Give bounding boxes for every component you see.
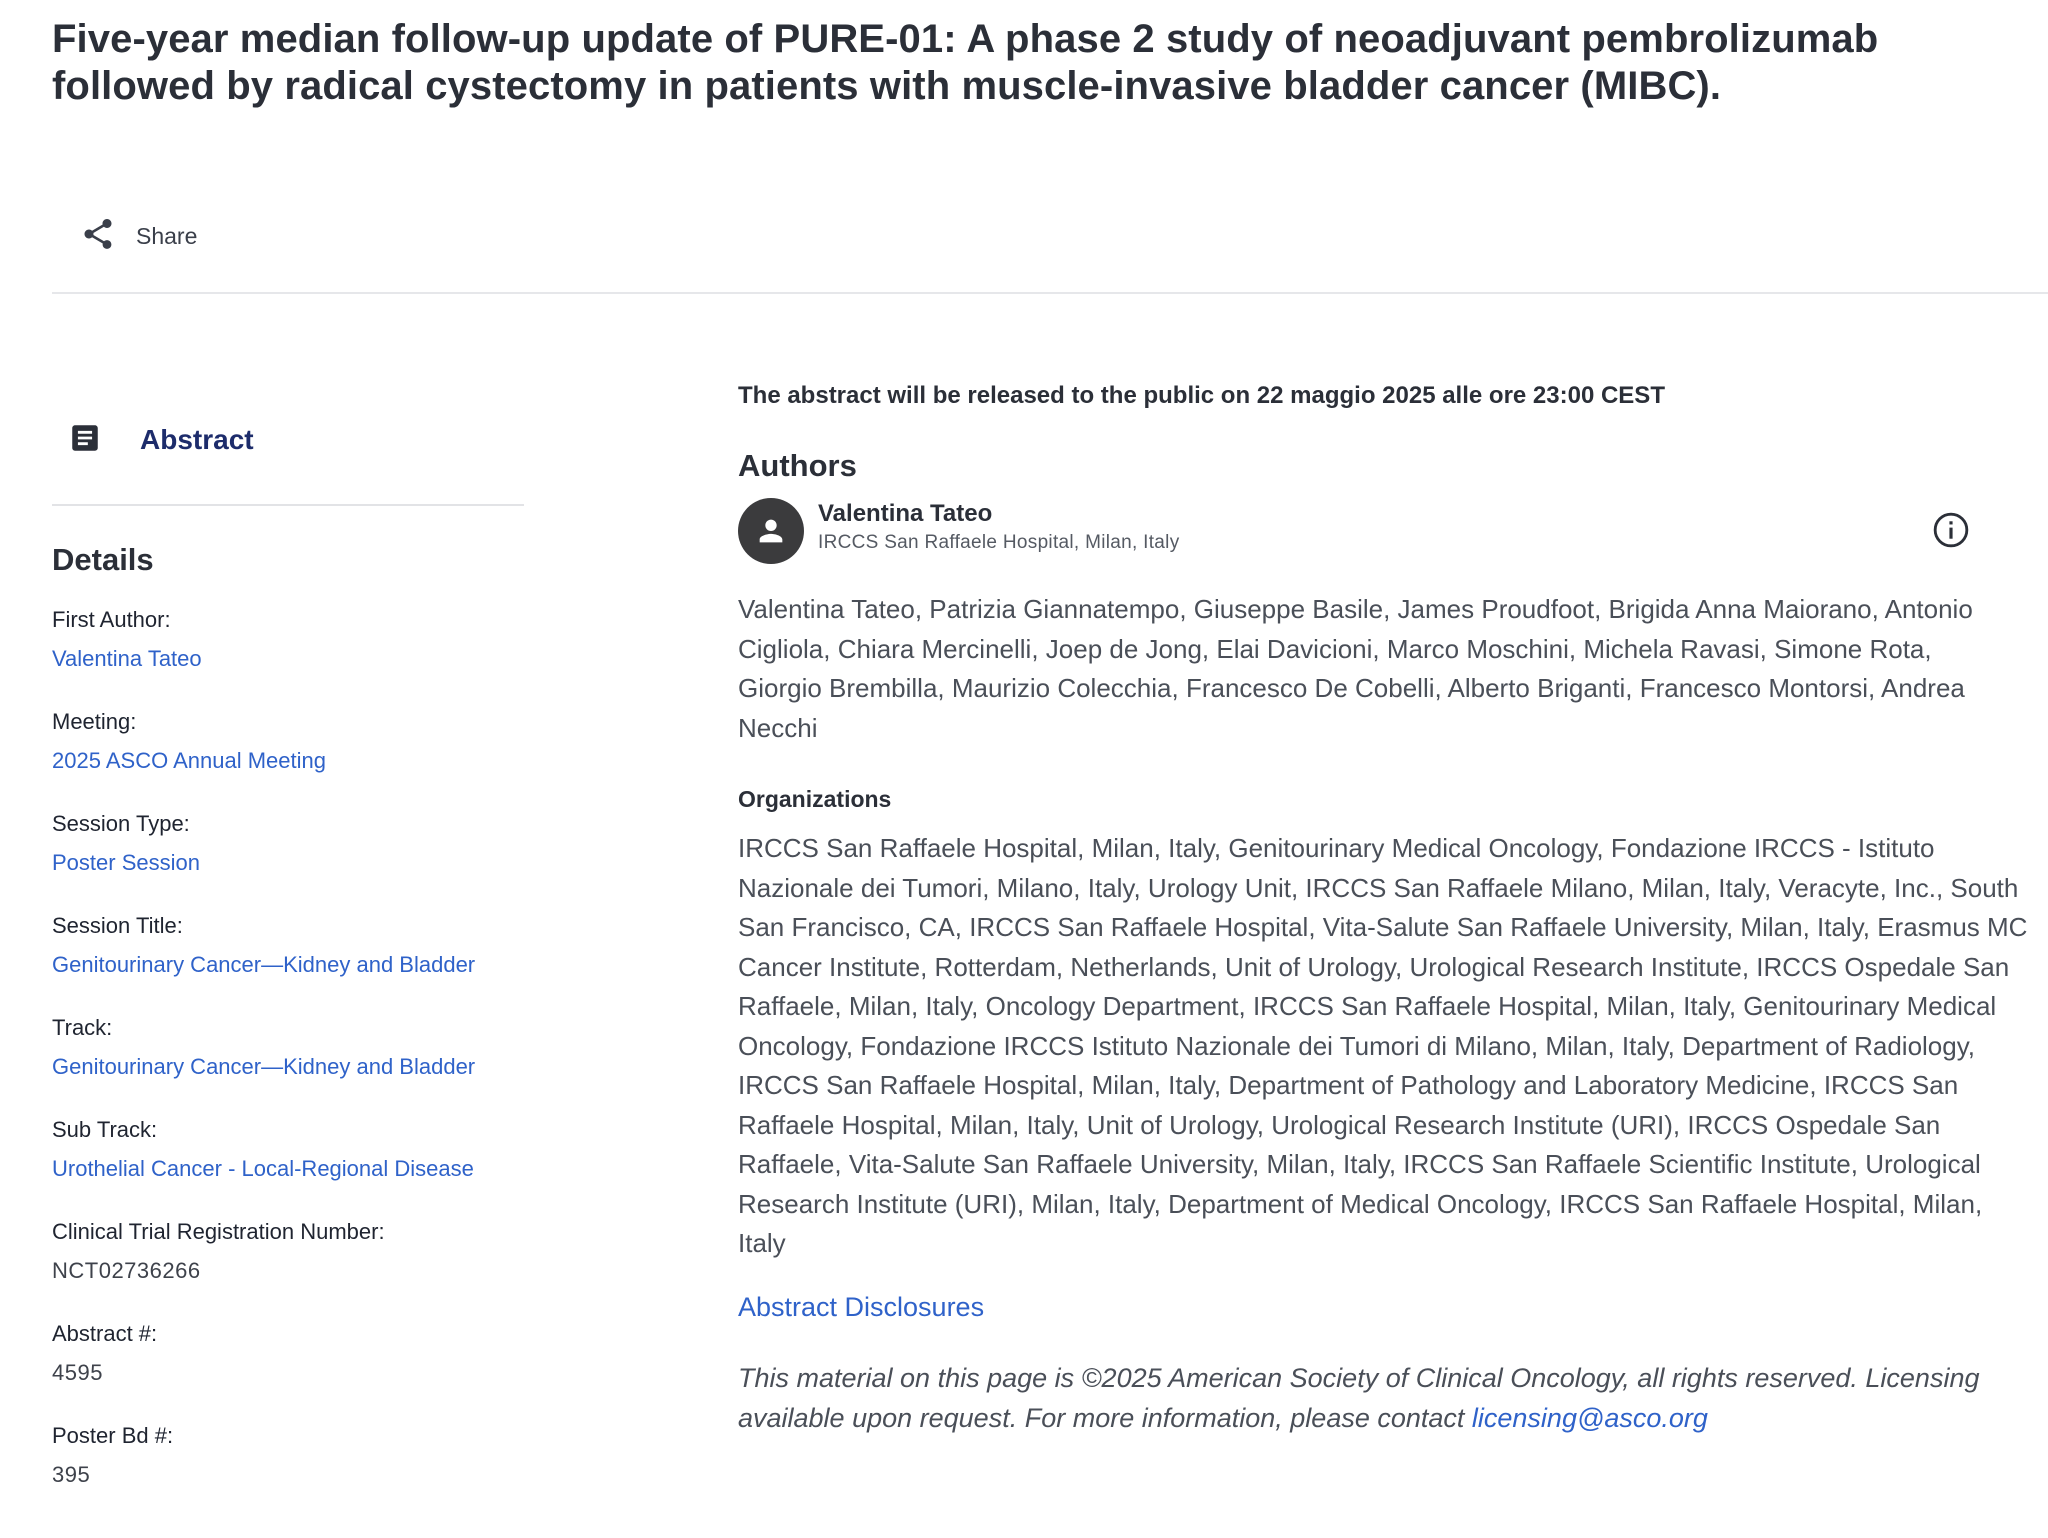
organizations-list: IRCCS San Raffaele Hospital, Milan, Italy, Genitourinary Medical Oncology, Fondazione IRCCS - Istituto Nazionale dei Tumori, Milano, Italy, Urology Unit, IRCCS San Raffaele Milano, Milan, Italy, Veracyte, Inc., South San Francisco, CA, IRCCS San Raffaele Hospital, Vita-Salute San Raffaele University, Milan, Italy, Erasmus MC Cancer Institute, Rotterdam, Netherlands, Unit of Urology, Urological Research Institute, IRCCS Ospedale San Raffaele, Milan, Italy, Oncology Department, IRCCS San Raffaele Hospital, Milan, Italy, Genitourinary Medical Oncology, Fondazione IRCCS Istituto Nazionale dei Tumori di Milano, Milan, Italy, Department of Radiology, IRCCS San Raffaele Hospital, Milan, Italy, Department of Pathology and Laboratory Medicine, IRCCS San Raffaele Hospital, Milan, Italy, Unit of Urology, Urological Research Institute (URI), IRCCS Ospedale San Raffaele, Vita-Salute San Raffaele University, Milan, Italy, IRCCS San Raffaele Scientific Institute, Urological Research Institute (URI), Milan, Italy, Department of Medical Oncology, IRCCS San Raffaele Hospital, Milan, Italy — [738, 833, 2028, 1258]
meeting-link[interactable]: 2025 ASCO Annual Meeting — [52, 748, 326, 773]
details-list — [52, 604, 552, 1522]
page-title: Five-year median follow-up update of PURE-01: A phase 2 study of neoadjuvant pembrolizumab followed by radical cystectomy in patients with muscle-invasive bladder cancer (MIBC). — [52, 17, 1879, 108]
release-notice: The abstract will be released to the public on 22 maggio 2025 alle ore 23:00 CEST — [738, 382, 1665, 409]
share-label: Share — [136, 222, 198, 249]
copyright-text: This material on this page is ©2025 American Society of Clinical Oncology, all rights reserved. Licensing available upon request. For more information, please contact — [738, 1363, 1980, 1433]
abstract-disclosures-link[interactable]: Abstract Disclosures — [738, 1292, 985, 1322]
detail-meeting — [52, 706, 552, 808]
share-icon — [80, 216, 116, 257]
licensing-email-link[interactable]: licensing@asco.org — [1471, 1403, 1708, 1433]
detail-trial-registration — [52, 1216, 552, 1318]
person-icon — [754, 514, 788, 548]
author-name: Valentina Tateo — [818, 500, 993, 527]
detail-session-type — [52, 808, 552, 910]
detail-first-author — [52, 604, 552, 706]
avatar — [738, 498, 804, 564]
session-type-link[interactable]: Poster Session — [52, 850, 200, 875]
detail-label: Sub Track: — [52, 1117, 158, 1142]
abstract-nav-link[interactable] — [68, 415, 254, 465]
detail-label: Session Title: — [52, 913, 183, 938]
detail-label: Meeting: — [52, 709, 137, 734]
detail-label: Poster Bd #: — [52, 1423, 174, 1448]
detail-label: Track: — [52, 1015, 113, 1040]
share-button[interactable] — [80, 214, 197, 258]
poster-board-number: 395 — [52, 1462, 91, 1487]
track-link[interactable]: Genitourinary Cancer—Kidney and Bladder — [52, 1054, 476, 1079]
first-author-card — [738, 498, 1970, 564]
organizations-heading: Organizations — [738, 786, 892, 812]
detail-sub-track — [52, 1114, 552, 1216]
copyright-notice — [738, 1358, 1988, 1438]
detail-label: Session Type: — [52, 811, 190, 836]
author-affiliation: IRCCS San Raffaele Hospital, Milan, Italy — [818, 532, 1180, 553]
detail-session-title — [52, 910, 552, 1012]
detail-label: Clinical Trial Registration Number: — [52, 1219, 385, 1244]
detail-label: First Author: — [52, 607, 171, 632]
trial-registration-number: NCT02736266 — [52, 1258, 201, 1283]
detail-track — [52, 1012, 552, 1114]
sub-track-link[interactable]: Urothelial Cancer - Local-Regional Disease — [52, 1156, 474, 1181]
document-icon — [68, 421, 102, 460]
authors-list: Valentina Tateo, Patrizia Giannatempo, Giuseppe Basile, James Proudfoot, Brigida Anna Maiorano, Antonio Cigliola, Chiara Mercinelli, Joep de Jong, Elai Davicioni, Marco Moschini, Michela Ravasi, Simone Rota, Giorgio Brembilla, Maurizio Colecchia, Francesco De Cobelli, Alberto Briganti, Francesco Montorsi, Andrea Necchi — [738, 594, 1973, 743]
authors-heading: Authors — [738, 448, 857, 483]
detail-label: Abstract #: — [52, 1321, 158, 1346]
abstract-number: 4595 — [52, 1360, 103, 1385]
sidebar-divider — [52, 504, 524, 506]
detail-poster-board — [52, 1420, 552, 1522]
header-divider — [52, 292, 2048, 294]
abstract-label: Abstract — [140, 424, 254, 455]
first-author-link[interactable]: Valentina Tateo — [52, 646, 202, 671]
detail-abstract-number — [52, 1318, 552, 1420]
info-icon[interactable] — [1932, 511, 1970, 549]
details-heading: Details — [52, 542, 154, 577]
session-title-link[interactable]: Genitourinary Cancer—Kidney and Bladder — [52, 952, 476, 977]
